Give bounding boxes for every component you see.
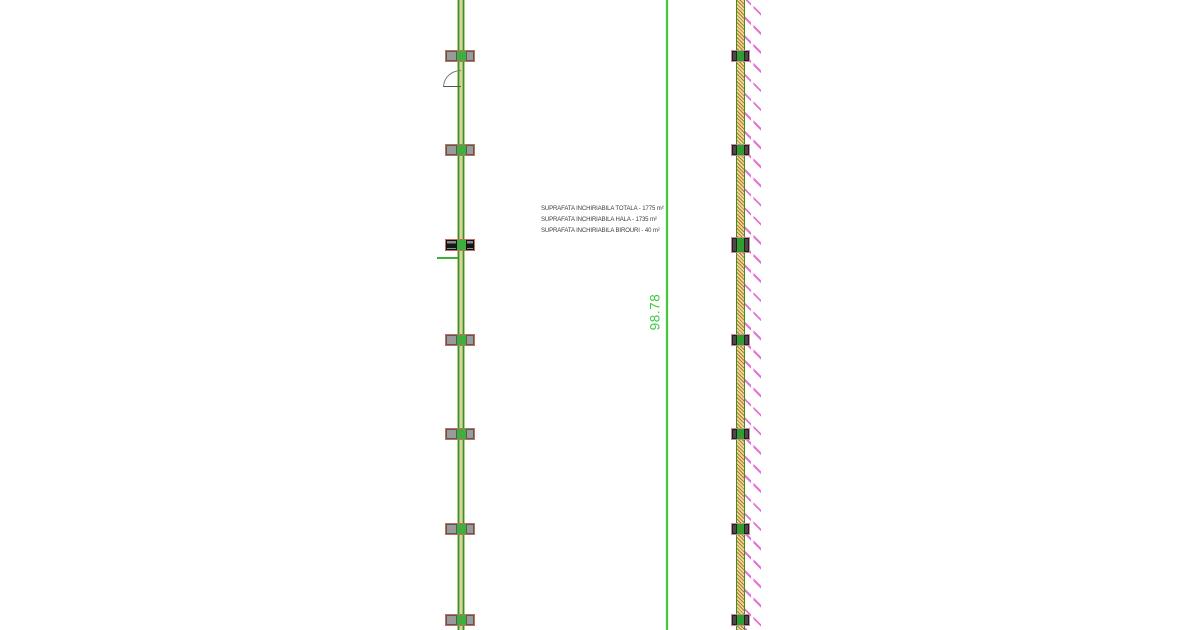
column-cheek [446,524,457,534]
column-cheek [466,429,474,439]
right-wall-column [732,429,749,439]
column-core [457,524,466,534]
annotation-line-total: SUPRAFATA INCHIRIABILA TOTALA - 1775 m² [541,206,664,212]
column-cheek [446,51,457,61]
column-cheek [446,240,457,250]
left-wall-column [445,614,475,626]
column-cheek [744,145,749,155]
left-wall-column [445,50,475,62]
column-core [737,524,744,534]
column-cheek [466,145,474,155]
right-wall [736,0,745,630]
left-wall [457,0,465,630]
column-cheek [744,51,749,61]
insulation-hatch [745,0,761,630]
right-wall-column [732,145,749,155]
column-cheek [466,524,474,534]
right-wall-column [732,615,749,625]
annotation-line-birouri: SUPRAFATA INCHIRIABILA BIROURI - 40 m² [541,227,660,234]
column-cheek [446,429,457,439]
left-wall-column [445,334,475,346]
right-wall-column [732,335,749,345]
column-cheek [446,335,457,345]
column-cheek [744,238,749,252]
column-core [457,429,466,439]
right-wall-column [732,238,749,252]
column-cheek [744,615,749,625]
column-cheek [466,335,474,345]
dimension-line [666,0,668,630]
column-cheek [466,615,474,625]
area-annotation [541,204,664,236]
column-core [737,238,744,252]
annotation-line-hala: SUPRAFATA INCHIRIABILA HALA - 1735 m² [541,216,657,223]
column-core [737,51,744,61]
column-core [457,145,466,155]
column-core [737,615,744,625]
left-wall-column [445,523,475,535]
column-cheek [446,145,457,155]
column-cheek [466,51,474,61]
left-wall-column [445,144,475,156]
column-cheek [744,429,749,439]
column-core [737,335,744,345]
column-cheek [744,524,749,534]
column-cheek [744,335,749,345]
left-wall-column [445,239,475,251]
column-core [457,51,466,61]
column-core [737,429,744,439]
dimension-label: 98.78 [647,293,663,331]
column-core [457,335,466,345]
column-cheek [446,615,457,625]
right-wall-column [732,524,749,534]
column-cheek [466,240,474,250]
door-swing-symbol [443,70,461,87]
column-core [457,240,466,250]
right-wall-column [732,51,749,61]
wall-connection-tick [437,257,458,259]
left-wall-column [445,428,475,440]
column-core [457,615,466,625]
column-core [737,145,744,155]
